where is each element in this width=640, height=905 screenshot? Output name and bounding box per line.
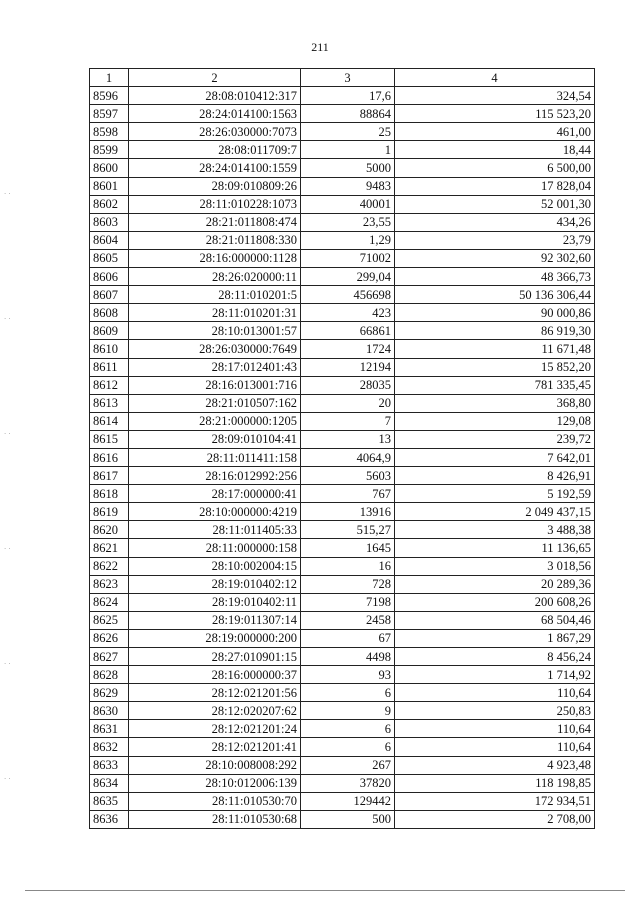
row-number-cell: 8620 [90,521,129,539]
row-number-cell: 8607 [90,286,129,304]
area-cell: 5603 [301,467,395,485]
table-row [90,557,595,575]
value-cell: 68 504,46 [395,611,595,629]
table-row [90,593,595,611]
table-row [90,358,595,376]
cadastral-number-cell: 28:09:010104:41 [129,430,301,448]
table-row [90,738,595,756]
value-cell: 6 500,00 [395,159,595,177]
table-row [90,684,595,702]
table-row [90,304,595,322]
area-cell: 500 [301,810,395,828]
table-row [90,340,595,358]
table-row [90,575,595,593]
value-cell: 86 919,30 [395,322,595,340]
row-number-cell: 8630 [90,702,129,720]
value-cell: 2 708,00 [395,810,595,828]
table-row [90,810,595,828]
table-row [90,286,595,304]
row-number-cell: 8598 [90,123,129,141]
row-number-cell: 8608 [90,304,129,322]
table-row [90,249,595,267]
table-row [90,213,595,231]
cadastral-number-cell: 28:19:010402:12 [129,575,301,593]
table-row [90,412,595,430]
cadastral-number-cell: 28:27:010901:15 [129,648,301,666]
area-cell: 71002 [301,249,395,267]
row-number-cell: 8621 [90,539,129,557]
cadastral-number-cell: 28:11:010201:31 [129,304,301,322]
area-cell: 17,6 [301,87,395,105]
value-cell: 129,08 [395,412,595,430]
cadastral-number-cell: 28:10:000000:4219 [129,503,301,521]
cadastral-number-cell: 28:12:020207:62 [129,702,301,720]
column-header-3: 3 [301,69,395,87]
page-number: 211 [311,40,329,54]
cadastral-number-cell: 28:10:008008:292 [129,756,301,774]
cadastral-number-cell: 28:11:010201:5 [129,286,301,304]
cadastral-number-cell: 28:11:000000:158 [129,539,301,557]
value-cell: 23,79 [395,231,595,249]
area-cell: 9 [301,702,395,720]
value-cell: 11 671,48 [395,340,595,358]
column-header-4: 4 [395,69,595,87]
cadastral-number-cell: 28:11:010530:70 [129,792,301,810]
row-number-cell: 8597 [90,105,129,123]
value-cell: 50 136 306,44 [395,286,595,304]
area-cell: 88864 [301,105,395,123]
row-number-cell: 8631 [90,720,129,738]
cadastral-number-cell: 28:12:021201:56 [129,684,301,702]
table-row [90,629,595,647]
cadastral-number-cell: 28:21:011808:474 [129,213,301,231]
table-row [90,177,595,195]
row-number-cell: 8636 [90,810,129,828]
cadastral-number-cell: 28:16:000000:37 [129,666,301,684]
row-number-cell: 8611 [90,358,129,376]
area-cell: 4064,9 [301,448,395,466]
row-number-cell: 8624 [90,593,129,611]
table-row [90,123,595,141]
table-row [90,774,595,792]
value-cell: 172 934,51 [395,792,595,810]
value-cell: 92 302,60 [395,249,595,267]
table-row [90,720,595,738]
cadastral-number-cell: 28:12:021201:24 [129,720,301,738]
cadastral-number-cell: 28:10:002004:15 [129,557,301,575]
area-cell: 23,55 [301,213,395,231]
value-cell: 110,64 [395,684,595,702]
row-number-cell: 8626 [90,629,129,647]
value-cell: 434,26 [395,213,595,231]
value-cell: 7 642,01 [395,448,595,466]
area-cell: 93 [301,666,395,684]
value-cell: 110,64 [395,720,595,738]
table-row [90,702,595,720]
area-cell: 1,29 [301,231,395,249]
cadastral-number-cell: 28:11:011405:33 [129,521,301,539]
area-cell: 9483 [301,177,395,195]
row-number-cell: 8599 [90,141,129,159]
table-row [90,485,595,503]
row-number-cell: 8623 [90,575,129,593]
area-cell: 6 [301,738,395,756]
table-row [90,159,595,177]
table-row [90,231,595,249]
area-cell: 456698 [301,286,395,304]
table-row [90,792,595,810]
row-number-cell: 8633 [90,756,129,774]
bottom-rule [25,890,625,891]
row-number-cell: 8596 [90,87,129,105]
area-cell: 13 [301,430,395,448]
area-cell: 767 [301,485,395,503]
value-cell: 115 523,20 [395,105,595,123]
table-row [90,448,595,466]
row-number-cell: 8609 [90,322,129,340]
area-cell: 728 [301,575,395,593]
table-row [90,611,595,629]
row-number-cell: 8612 [90,376,129,394]
cadastral-number-cell: 28:16:000000:1128 [129,249,301,267]
row-number-cell: 8625 [90,611,129,629]
row-number-cell: 8610 [90,340,129,358]
row-number-cell: 8628 [90,666,129,684]
value-cell: 8 456,24 [395,648,595,666]
row-number-cell: 8622 [90,557,129,575]
value-cell: 48 366,73 [395,268,595,286]
cadastral-number-cell: 28:17:012401:43 [129,358,301,376]
table-row [90,521,595,539]
cadastral-number-cell: 28:08:011709:7 [129,141,301,159]
cadastral-number-cell: 28:11:010228:1073 [129,195,301,213]
area-cell: 5000 [301,159,395,177]
area-cell: 1645 [301,539,395,557]
row-number-cell: 8600 [90,159,129,177]
value-cell: 3 018,56 [395,557,595,575]
cadastral-number-cell: 28:10:012006:139 [129,774,301,792]
cadastral-number-cell: 28:26:030000:7073 [129,123,301,141]
cadastral-number-cell: 28:16:012992:256 [129,467,301,485]
table-row [90,141,595,159]
area-cell: 2458 [301,611,395,629]
cadastral-number-cell: 28:21:011808:330 [129,231,301,249]
value-cell: 90 000,86 [395,304,595,322]
value-cell: 324,54 [395,87,595,105]
row-number-cell: 8634 [90,774,129,792]
table-row [90,376,595,394]
area-cell: 7 [301,412,395,430]
area-cell: 1 [301,141,395,159]
area-cell: 423 [301,304,395,322]
table-row [90,648,595,666]
cadastral-number-cell: 28:12:021201:41 [129,738,301,756]
table-row [90,467,595,485]
value-cell: 17 828,04 [395,177,595,195]
area-cell: 20 [301,394,395,412]
row-number-cell: 8603 [90,213,129,231]
value-cell: 4 923,48 [395,756,595,774]
cadastral-number-cell: 28:11:010530:68 [129,810,301,828]
area-cell: 40001 [301,195,395,213]
column-header-1: 1 [90,69,129,87]
row-number-cell: 8602 [90,195,129,213]
area-cell: 25 [301,123,395,141]
area-cell: 6 [301,720,395,738]
row-number-cell: 8606 [90,268,129,286]
value-cell: 239,72 [395,430,595,448]
area-cell: 6 [301,684,395,702]
area-cell: 129442 [301,792,395,810]
cadastral-number-cell: 28:24:014100:1559 [129,159,301,177]
row-number-cell: 8613 [90,394,129,412]
row-number-cell: 8615 [90,430,129,448]
column-header-2: 2 [129,69,301,87]
area-cell: 16 [301,557,395,575]
table-row [90,430,595,448]
table-row [90,322,595,340]
cadastral-number-cell: 28:09:010809:26 [129,177,301,195]
table-row [90,87,595,105]
table-row [90,105,595,123]
row-number-cell: 8601 [90,177,129,195]
area-cell: 67 [301,629,395,647]
value-cell: 461,00 [395,123,595,141]
area-cell: 28035 [301,376,395,394]
area-cell: 7198 [301,593,395,611]
data-table [89,68,595,829]
table-row [90,503,595,521]
table-row [90,394,595,412]
value-cell: 11 136,65 [395,539,595,557]
value-cell: 1 714,92 [395,666,595,684]
value-cell: 781 335,45 [395,376,595,394]
row-number-cell: 8632 [90,738,129,756]
area-cell: 1724 [301,340,395,358]
value-cell: 5 192,59 [395,485,595,503]
value-cell: 1 867,29 [395,629,595,647]
cadastral-number-cell: 28:21:000000:1205 [129,412,301,430]
row-number-cell: 8614 [90,412,129,430]
value-cell: 18,44 [395,141,595,159]
cadastral-number-cell: 28:10:013001:57 [129,322,301,340]
value-cell: 15 852,20 [395,358,595,376]
value-cell: 8 426,91 [395,467,595,485]
row-number-cell: 8604 [90,231,129,249]
area-cell: 66861 [301,322,395,340]
cadastral-number-cell: 28:11:011411:158 [129,448,301,466]
value-cell: 2 049 437,15 [395,503,595,521]
table-row [90,195,595,213]
area-cell: 37820 [301,774,395,792]
table-header-row [90,69,595,87]
table-row [90,539,595,557]
cadastral-number-cell: 28:24:014100:1563 [129,105,301,123]
cadastral-number-cell: 28:26:020000:11 [129,268,301,286]
value-cell: 52 001,30 [395,195,595,213]
value-cell: 3 488,38 [395,521,595,539]
cadastral-number-cell: 28:26:030000:7649 [129,340,301,358]
margin-artifacts: · · · · · · · · · · · · [4,190,11,783]
cadastral-number-cell: 28:16:013001:716 [129,376,301,394]
row-number-cell: 8627 [90,648,129,666]
table-row [90,756,595,774]
value-cell: 110,64 [395,738,595,756]
area-cell: 4498 [301,648,395,666]
cadastral-number-cell: 28:19:010402:11 [129,593,301,611]
row-number-cell: 8616 [90,448,129,466]
cadastral-number-cell: 28:08:010412:317 [129,87,301,105]
area-cell: 13916 [301,503,395,521]
area-cell: 515,27 [301,521,395,539]
area-cell: 267 [301,756,395,774]
cadastral-number-cell: 28:19:000000:200 [129,629,301,647]
value-cell: 20 289,36 [395,575,595,593]
area-cell: 299,04 [301,268,395,286]
area-cell: 12194 [301,358,395,376]
value-cell: 250,83 [395,702,595,720]
table-row [90,268,595,286]
row-number-cell: 8605 [90,249,129,267]
row-number-cell: 8619 [90,503,129,521]
row-number-cell: 8618 [90,485,129,503]
row-number-cell: 8635 [90,792,129,810]
table-row [90,666,595,684]
value-cell: 200 608,26 [395,593,595,611]
row-number-cell: 8629 [90,684,129,702]
cadastral-number-cell: 28:21:010507:162 [129,394,301,412]
cadastral-number-cell: 28:19:011307:14 [129,611,301,629]
row-number-cell: 8617 [90,467,129,485]
cadastral-number-cell: 28:17:000000:41 [129,485,301,503]
value-cell: 368,80 [395,394,595,412]
value-cell: 118 198,85 [395,774,595,792]
